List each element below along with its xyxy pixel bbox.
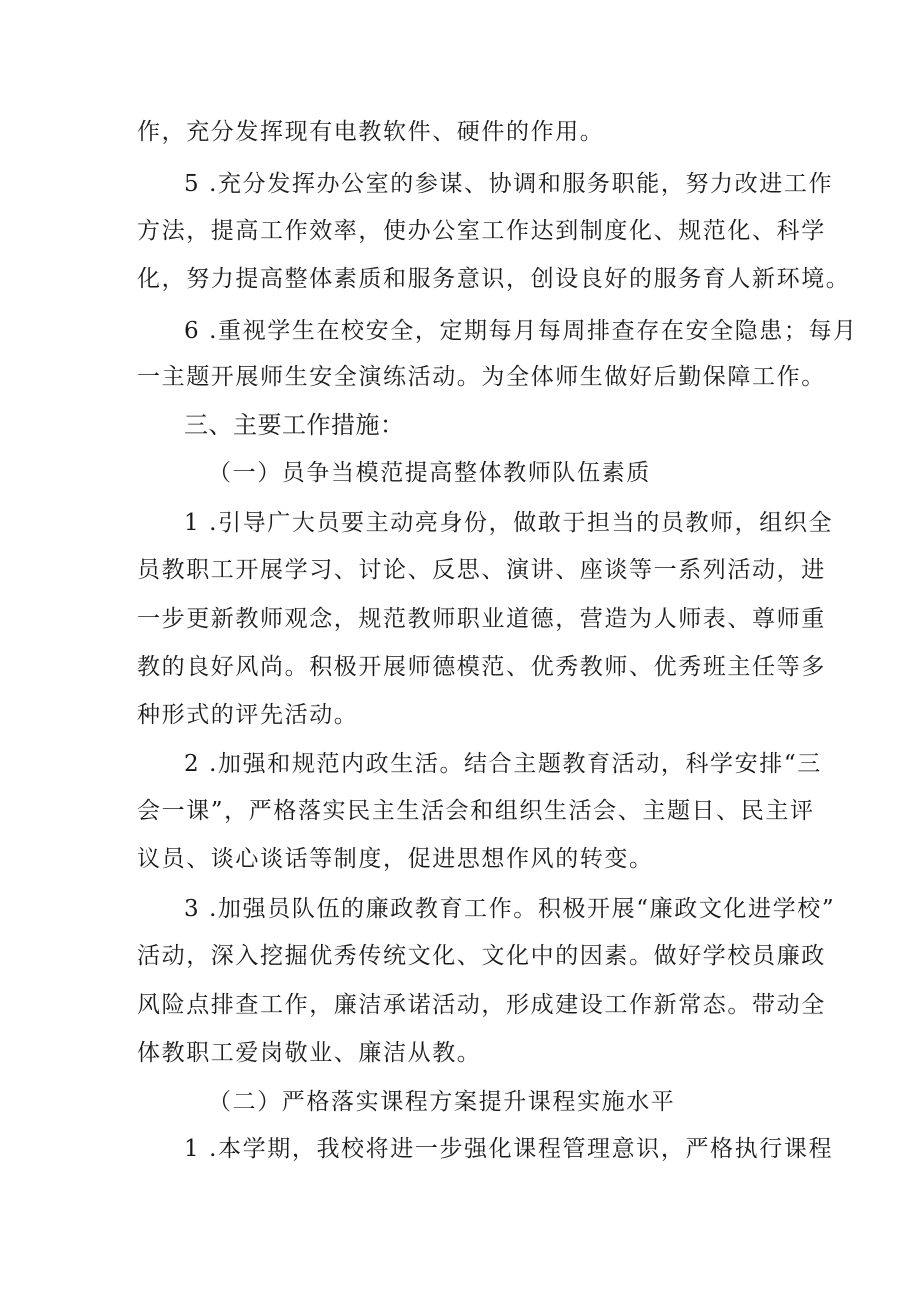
paragraph-line: 会一课”，严格落实民主生活会和组织生活会、主题日、民主评 [137, 798, 815, 824]
subsection-heading: （一）员争当模范提高整体教师队伍素质 [208, 460, 651, 486]
paragraph-line: 体教职工爱岗敬业、廉洁从教。 [137, 1040, 482, 1066]
paragraph-line: 议员、谈心谈话等制度，促进思想作风的转变。 [137, 846, 654, 872]
paragraph-line: 5 .充分发挥办公室的参谋、协调和服务职能，努力改进工作 [184, 171, 834, 197]
paragraph-line: 化，努力提高整体素质和服务意识，创设良好的服务育人新环境。 [137, 266, 851, 292]
paragraph-line: 6 .重视学生在校安全，定期每月每周排查存在安全隐患；每月 [184, 318, 858, 344]
paragraph-line: 1 .本学期，我校将进一步强化课程管理意识，严格执行课程 [184, 1136, 834, 1162]
paragraph-line: 方法，提高工作效率，使办公室工作达到制度化、规范化、科学 [137, 218, 826, 244]
paragraph-line: 教的良好风尚。积极开展师德模范、优秀教师、优秀班主任等多 [137, 654, 826, 680]
paragraph-line: 风险点排查工作，廉洁承诺活动，形成建设工作新常态。带动全 [137, 992, 826, 1018]
paragraph-line: 1 .引导广大员要主动亮身份，做敢于担当的员教师，组织全 [184, 510, 834, 536]
paragraph-line: 作，充分发挥现有电教软件、硬件的作用。 [137, 119, 605, 145]
subsection-heading: （二）严格落实课程方案提升课程实施水平 [208, 1089, 676, 1115]
section-heading: 三、主要工作措施： [184, 411, 405, 439]
paragraph-line: 活动，深入挖掘优秀传统文化、文化中的因素。做好学校员廉政 [137, 943, 826, 969]
paragraph-line: 员教职工开展学习、讨论、反思、演讲、座谈等一系列活动，进 [137, 557, 826, 583]
paragraph-line: 一步更新教师观念，规范教师职业道德，营造为人师表、尊师重 [137, 606, 826, 632]
paragraph-line: 2 .加强和规范内政生活。结合主题教育活动，科学安排“三 [184, 751, 822, 777]
paragraph-line: 3 .加强员队伍的廉政教育工作。积极开展“廉政文化进学校” [184, 896, 836, 922]
paragraph-line: 种形式的评先活动。 [137, 702, 359, 728]
paragraph-line: 一主题开展师生安全演练活动。为全体师生做好后勤保障工作。 [137, 364, 826, 390]
